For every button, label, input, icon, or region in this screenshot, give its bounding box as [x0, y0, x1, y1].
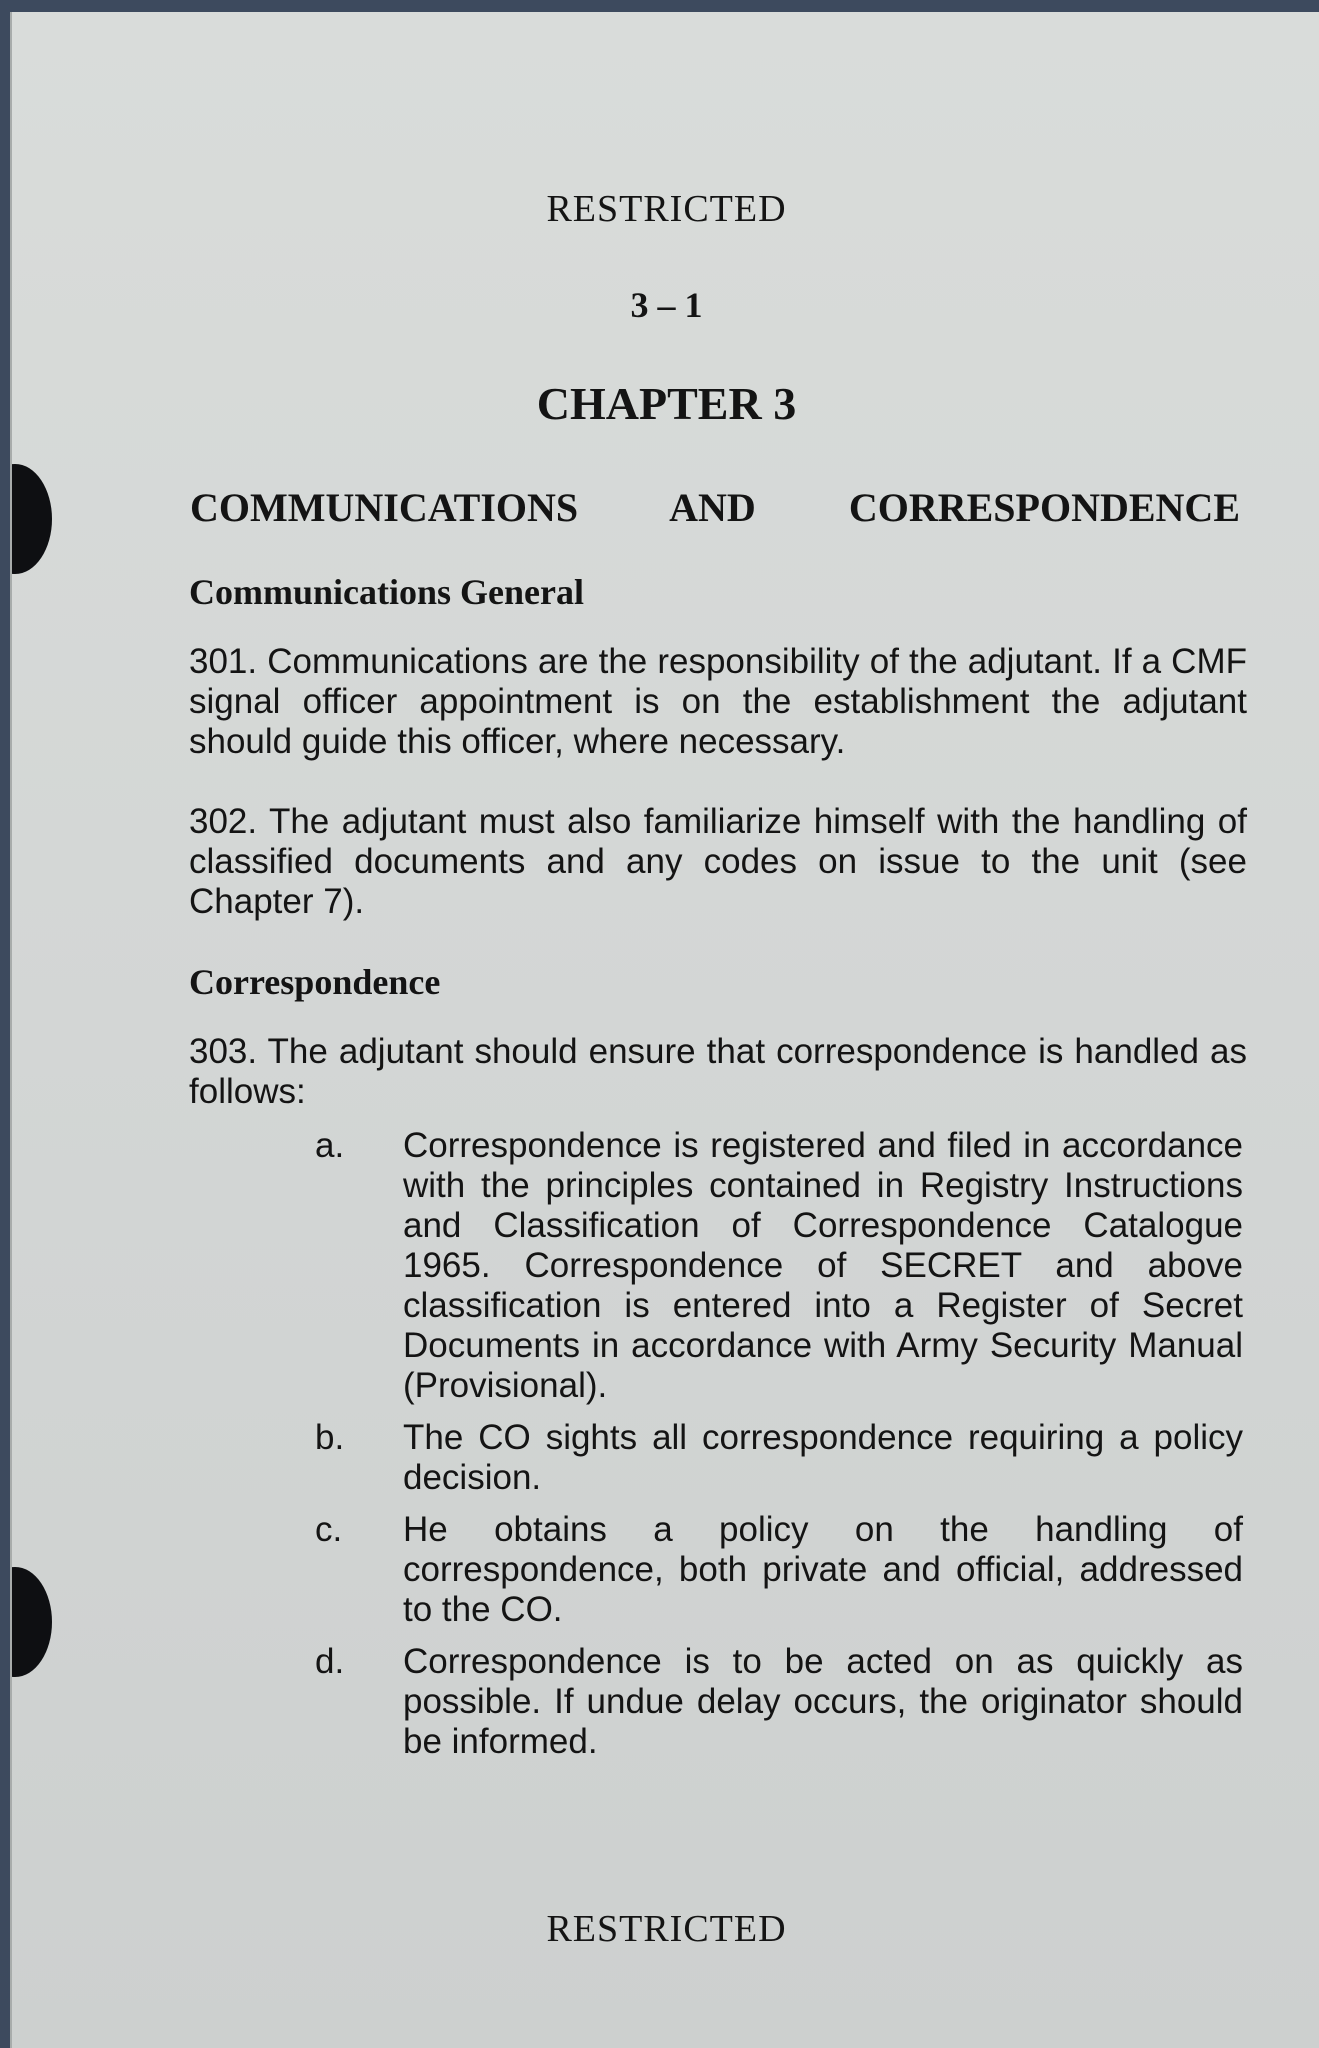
list-item-text: The CO sights all correspondence requiring a policy decision.: [403, 1418, 1243, 1497]
list-item: [177, 1418, 1247, 1498]
document-body: [177, 572, 1247, 1774]
section-heading-correspondence: Correspondence: [189, 962, 441, 1002]
classification-header: RESTRICTED: [546, 188, 787, 230]
binder-hole-top: [10, 464, 52, 574]
classification-footer: RESTRICTED: [546, 1908, 787, 1950]
correspondence-list: [177, 1126, 1247, 1762]
chapter-number: CHAPTER 3: [536, 378, 797, 429]
list-item: [177, 1126, 1247, 1406]
list-item-text: He obtains a policy on the handling of correspondence, both private and official, addressed to the CO.: [403, 1510, 1243, 1629]
list-item-letter: d.: [315, 1642, 345, 1681]
list-item-text: Correspondence is registered and filed in accordance with the principles contained in Registry Instructions and Classification of Correspondence Catalogue 1965. Correspondence of SECRET and above classification is entered into a Register of Secret Documents in accordance with Army Security Manual (Provisional).: [403, 1126, 1243, 1405]
paragraph-301: 301. Communications are the responsibility of the adjutant. If a CMF signal officer appointment is on the establishment the adjutant should guide this officer, where necessary.: [189, 642, 1247, 761]
binder-hole-bottom: [10, 1567, 52, 1677]
page-number: 3 – 1: [630, 285, 703, 325]
list-item-letter: c.: [315, 1510, 343, 1549]
list-item-letter: a.: [315, 1126, 345, 1165]
list-item-text: Correspondence is to be acted on as quickly as possible. If undue delay occurs, the originator should be informed.: [403, 1642, 1243, 1761]
document-page: [10, 12, 1319, 2048]
paragraph-302: 302. The adjutant must also familiarize himself with the handling of classified documents and any codes on issue to the unit (see Chapter 7).: [189, 802, 1247, 921]
list-item: [177, 1510, 1247, 1630]
chapter-title: COMMUNICATIONS AND CORRESPONDENCE: [190, 485, 1240, 530]
paragraph-303: 303. The adjutant should ensure that correspondence is handled as follows:: [189, 1032, 1247, 1111]
section-heading-communications: Communications General: [189, 572, 584, 612]
list-item-letter: b.: [315, 1418, 345, 1457]
list-item: [177, 1642, 1247, 1762]
